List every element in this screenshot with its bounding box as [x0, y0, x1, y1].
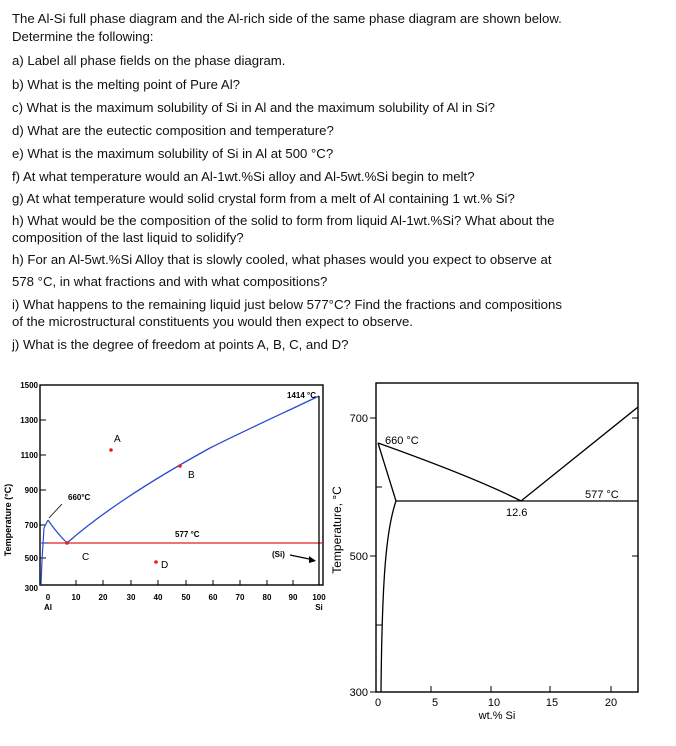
full-phase-diagram — [3, 381, 326, 612]
question-c: c) What is the maximum solubility of Si in Al and the maximum solubility of Al in Si? — [12, 100, 495, 115]
left-label-1414: 1414 °C — [287, 391, 316, 400]
liquidus-left — [378, 443, 521, 501]
point-b-label: B — [188, 470, 195, 481]
point-a-marker — [109, 448, 113, 452]
left-xtick-50: 50 — [181, 593, 191, 602]
question-b: b) What is the melting point of Pure Al? — [12, 77, 240, 92]
point-c-label: C — [82, 552, 90, 563]
left-xtick-10: 10 — [71, 593, 81, 602]
left-xtick-70: 70 — [235, 593, 245, 602]
left-ytick-500: 500 — [24, 554, 38, 563]
intro-line-1: The Al-Si full phase diagram and the Al-rich side of the same phase diagram are shown below. — [12, 11, 562, 26]
right-plot-frame — [376, 383, 638, 692]
point-d-label: D — [161, 560, 169, 571]
right-label-577: 577 °C — [585, 489, 619, 501]
liquidus-al-side — [48, 520, 67, 543]
left-xtick-0: 0 — [45, 593, 51, 602]
right-solvus — [381, 501, 396, 692]
left-ytick-1500: 1500 — [20, 381, 38, 390]
left-ylabel: Temperature (°C) — [3, 483, 13, 557]
left-xtick-20: 20 — [98, 593, 108, 602]
solidus-solvus-al — [41, 520, 48, 585]
question-j: j) What is the degree of freedom at points A, B, C, and D? — [12, 337, 349, 352]
left-xtick-30: 30 — [126, 593, 136, 602]
left-xtick-100: 100 — [312, 593, 326, 602]
question-g: g) At what temperature would solid crystal form from a melt of Al containing 1 wt.% Si? — [12, 191, 515, 206]
right-xtick-0: 0 — [374, 697, 382, 709]
right-xtick-5: 5 — [431, 697, 439, 709]
question-i-line-1: i) What happens to the remaining liquid just below 577°C? Find the fractions and compositions — [12, 297, 562, 312]
intro-line-2: Determine the following: — [12, 29, 154, 44]
left-xtick-80: 80 — [262, 593, 272, 602]
left-ytick-300: 300 — [24, 584, 38, 593]
point-a-label: A — [114, 434, 121, 445]
question-h1-line-2: composition of the last liquid to solidify? — [12, 230, 244, 245]
question-h2-line-2: 578 °C, in what fractions and with what compositions? — [12, 274, 328, 289]
left-ytick-1100: 1100 — [20, 451, 38, 460]
left-ytick-700: 700 — [24, 521, 38, 530]
left-label-si-phase: (Si) — [272, 550, 285, 559]
right-ytick-300: 300 — [349, 687, 368, 699]
left-ytick-1300: 1300 — [20, 416, 38, 425]
liquidus-right — [521, 407, 638, 501]
left-xtick-90: 90 — [288, 593, 298, 602]
question-h2-line-1: h) For an Al-5wt.%Si Alloy that is slowly cooled, what phases would you expect to observe at — [12, 252, 552, 267]
right-xlabel: wt.% Si — [478, 710, 516, 722]
al-rich-phase-diagram — [330, 383, 638, 722]
left-label-577: 577 °C — [175, 530, 200, 539]
left-label-660: 660°C — [68, 493, 91, 502]
point-d-marker — [154, 560, 158, 564]
right-xtick-10: 10 — [487, 697, 501, 709]
right-xtick-15: 15 — [545, 697, 559, 709]
question-d: d) What are the eutectic composition and temperature? — [12, 123, 334, 138]
left-xlabel-si: Si — [315, 603, 323, 612]
point-c-marker — [65, 541, 69, 545]
point-b-marker — [178, 464, 182, 468]
left-xlabel-al: Al — [44, 603, 52, 612]
question-e: e) What is the maximum solubility of Si in Al at 500 °C? — [12, 146, 334, 161]
right-ylabel: Temperature, °C — [330, 486, 344, 574]
right-ytick-700: 700 — [349, 413, 368, 425]
question-a: a) Label all phase fields on the phase diagram. — [12, 53, 286, 68]
right-ytick-500: 500 — [349, 551, 368, 563]
left-ytick-900: 900 — [24, 486, 38, 495]
right-xtick-20: 20 — [604, 697, 618, 709]
question-f: f) At what temperature would an Al-1wt.%Si alloy and Al-5wt.%Si begin to melt? — [12, 169, 475, 184]
question-i-line-2: of the microstructural constituents you would then expect to observe. — [12, 314, 413, 329]
right-solidus — [378, 443, 396, 501]
right-label-660: 660 °C — [385, 435, 419, 447]
left-xtick-40: 40 — [153, 593, 163, 602]
question-h1-line-1: h) What would be the composition of the solid to form from liquid Al-1wt.%Si? What about the — [12, 213, 555, 228]
right-label-12-6: 12.6 — [506, 507, 528, 519]
left-xtick-60: 60 — [208, 593, 218, 602]
